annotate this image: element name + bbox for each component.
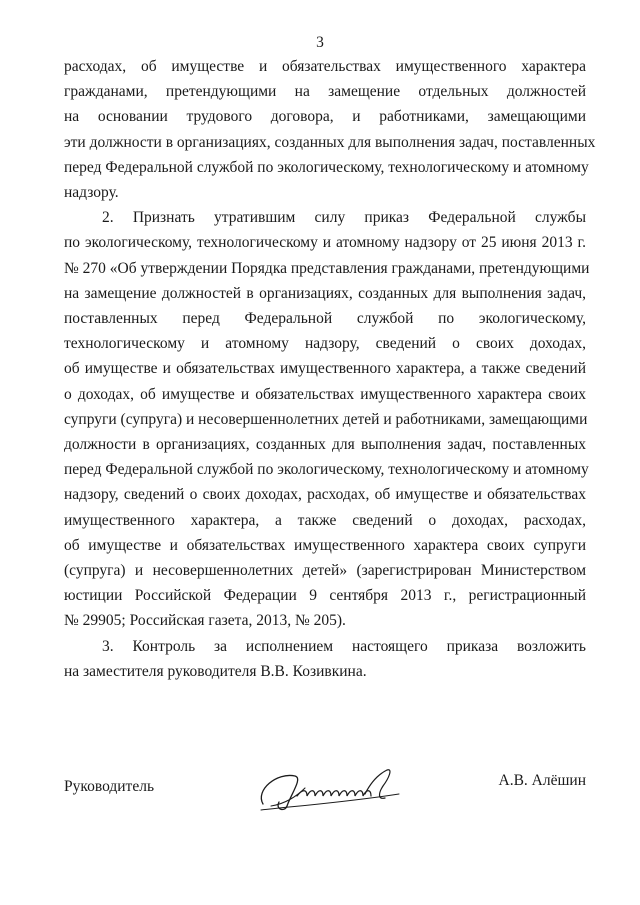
text-line: юстиции Российской Федерации 9 сентября 2013 г., регистрационный — [64, 587, 586, 605]
text-line: эти должности в организациях, созданных для выполнения задач, поставленных — [64, 133, 596, 151]
paragraph-3-first-line: 3. Контроль за исполнением настоящего приказа возложить — [102, 637, 586, 655]
signature-block — [64, 760, 586, 820]
text-line: перед Федеральной службой по экологическому, технологическому и атомному — [64, 461, 589, 479]
signatory-name: А.В. Алёшин — [498, 772, 586, 789]
text-line: об имуществе и обязательствах имущественного характера своих супруги — [64, 536, 586, 554]
text-line: супруги (супруга) и несовершеннолетних детей и работниками, замещающими — [64, 410, 588, 428]
text-line: поставленных перед Федеральной службой по экологическому, — [64, 310, 586, 328]
document-body — [64, 54, 596, 684]
text-line: (супруга) и несовершеннолетних детей» (зарегистрирован Министерством — [64, 562, 586, 580]
paragraph-2-first-line: 2. Признать утратившим силу приказ Федеральной службы — [102, 209, 586, 227]
text-line: по экологическому, технологическому и атомному надзору от 25 июня 2013 г. — [64, 234, 586, 252]
page-number: 3 — [316, 34, 324, 51]
text-line: расходах, об имуществе и обязательствах имущественного характера — [64, 58, 586, 75]
text-line: надзору. — [64, 184, 119, 202]
text-line: о доходах, об имуществе и обязательствах имущественного характера своих — [64, 385, 586, 403]
text-line: на замещение должностей в организациях, созданных для выполнения задач, — [64, 284, 586, 302]
signatory-title: Руководитель — [64, 778, 155, 795]
text-line: надзору, сведений о своих доходах, расходах, об имуществе и обязательствах — [64, 486, 586, 504]
text-line: имущественного характера, а также сведений о доходах, расходах, — [64, 511, 586, 529]
text-line: перед Федеральной службой по экологическому, технологическому и атомному — [64, 158, 589, 176]
text-line: № 270 «Об утверждении Порядка представления гражданами, претендующими — [64, 259, 590, 277]
text-line: должности в организациях, созданных для выполнения задач, поставленных — [64, 436, 586, 454]
text-line: об имуществе и обязательствах имущественного характера, а также сведений — [64, 360, 586, 378]
text-line: № 29905; Российская газета, 2013, № 205). — [64, 612, 346, 630]
text-line: гражданами, претендующими на замещение отдельных должностей — [64, 83, 586, 101]
text-line: на заместителя руководителя В.В. Козивкина. — [64, 662, 367, 680]
text-line: на основании трудового договора, и работниками, замещающими — [64, 108, 586, 126]
text-line: технологическому и атомному надзору, сведений о своих доходах, — [64, 335, 586, 353]
handwritten-signature — [247, 760, 412, 820]
